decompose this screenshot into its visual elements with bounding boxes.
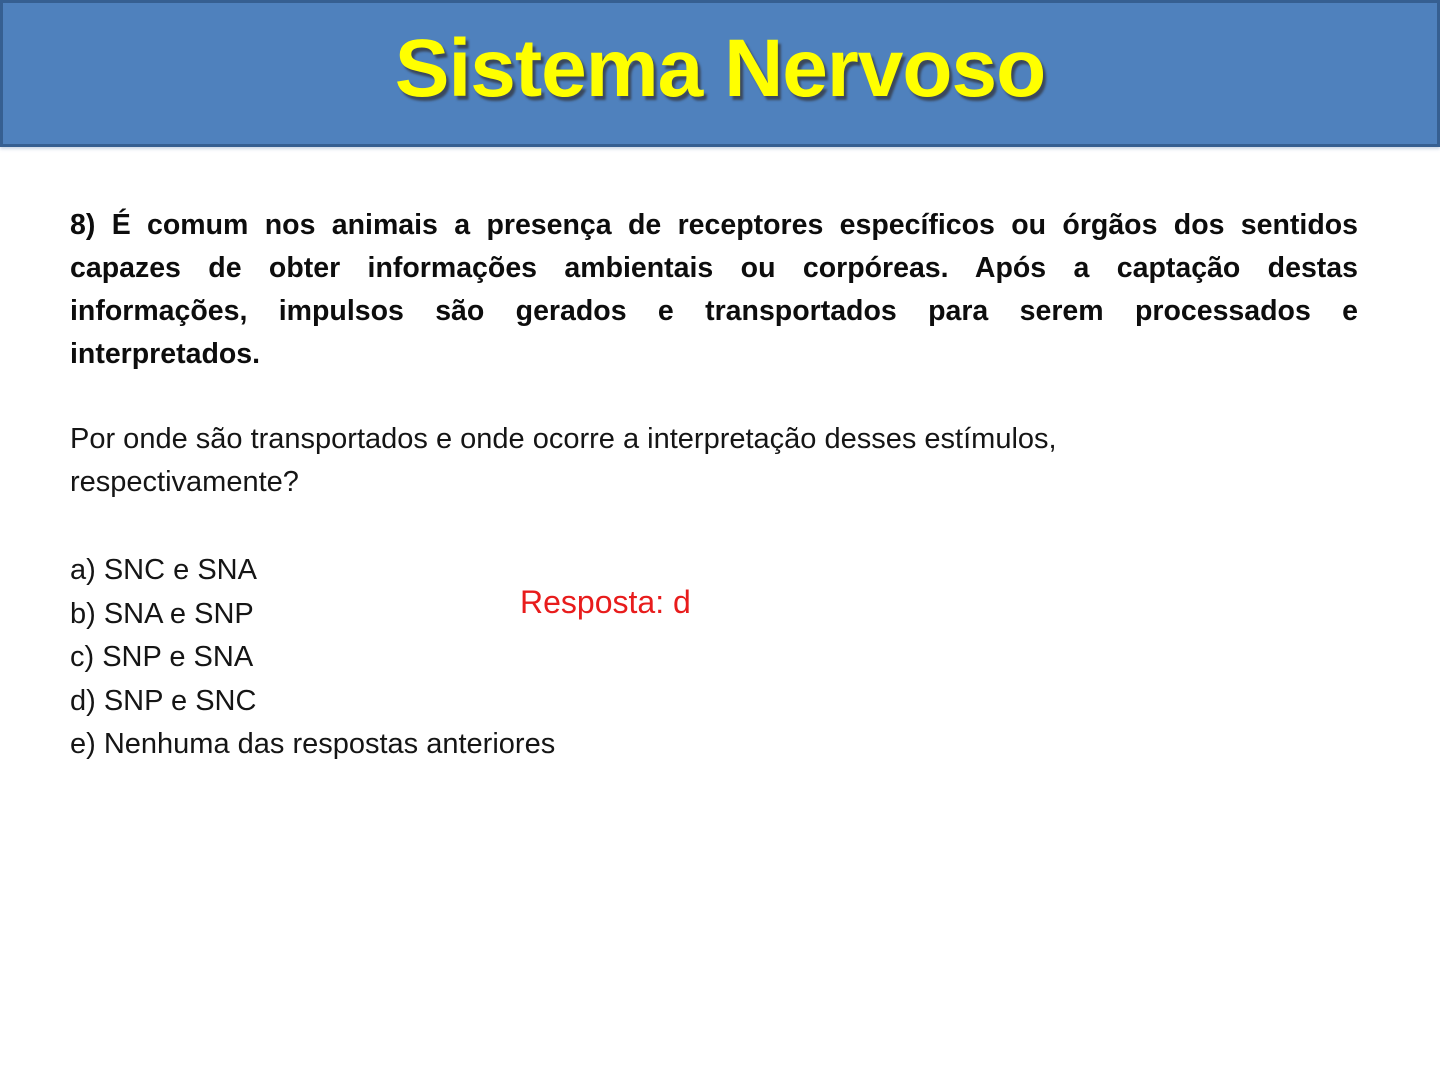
statement-line: informações, impulsos são gerados e transportados para serem processados e	[70, 295, 1358, 327]
option-item-c: c) SNP e SNA	[70, 641, 254, 673]
slide-title: Sistema Nervoso	[394, 22, 1046, 114]
prompt-line: respectivamente?	[70, 466, 299, 498]
prompt-line: Por onde são transportados e onde ocorre a interpretação desses estímulos,	[70, 423, 1057, 455]
answer-options	[70, 549, 1358, 767]
question-prompt	[70, 418, 1358, 504]
option-item-e: e) Nenhuma das respostas anteriores	[70, 728, 556, 760]
option-item-b: b) SNA e SNP	[70, 597, 254, 630]
answer-reveal: Resposta: d	[520, 584, 691, 620]
statement-line: interpretados.	[70, 338, 261, 370]
title-bar	[0, 0, 1440, 147]
statement-line: capazes de obter informações ambientais ou corpóreas. Após a captação destas	[70, 252, 1358, 284]
question-statement	[70, 204, 1358, 376]
option-item-a: a) SNC e SNA	[70, 554, 257, 586]
option-item-d: d) SNP e SNC	[70, 684, 257, 717]
slide-content	[0, 147, 1440, 767]
statement-line: 8) É comum nos animais a presença de receptores específicos ou órgãos dos sentidos	[70, 209, 1358, 241]
